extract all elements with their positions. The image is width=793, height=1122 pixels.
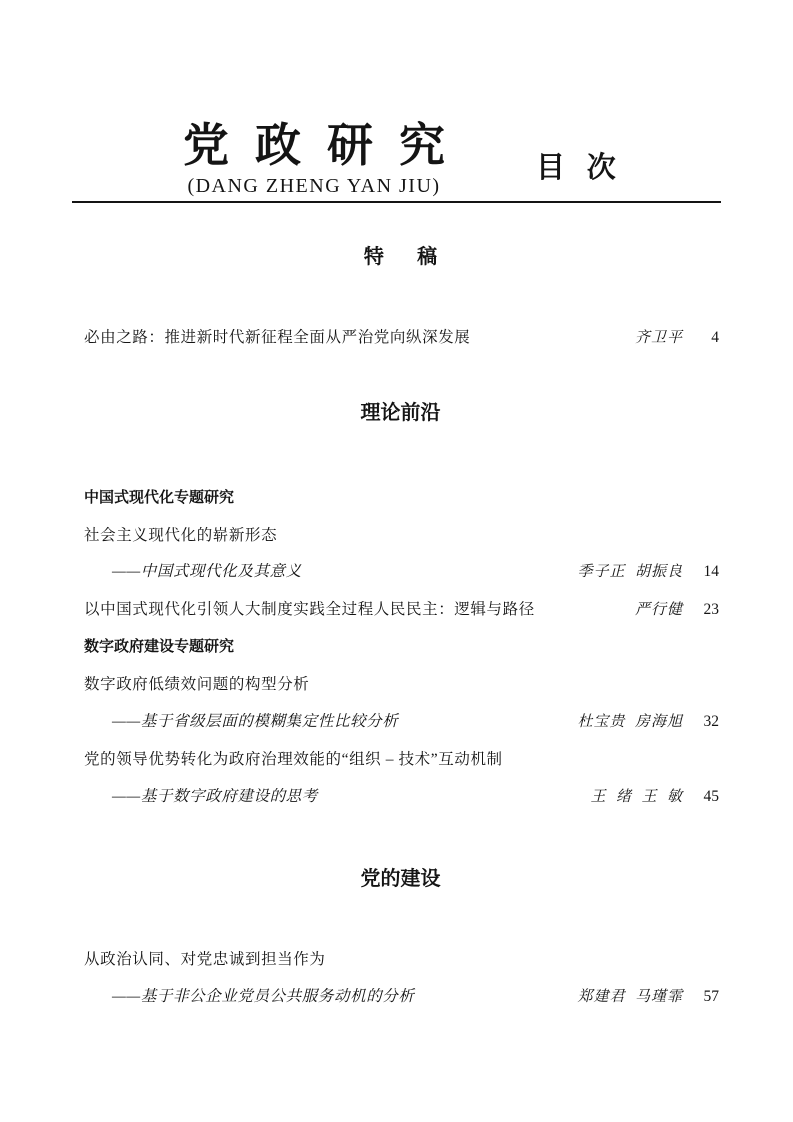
entry-byline [561,562,719,582]
entry-byline [619,328,719,348]
entry-byline [561,712,719,732]
toc-entry [84,675,719,695]
masthead-divider [72,201,721,203]
topic-subhead-digital-government: 数字政府建设专题研究 [84,638,235,655]
masthead [72,119,556,199]
toc-entry [84,750,719,770]
topic-subhead-modernization: 中国式现代化专题研究 [84,489,235,506]
entry-page-number: 4 [711,329,719,346]
entry-authors: 郑建君 马瑾霏 [577,989,683,1005]
toc-entry [84,328,719,348]
entry-title: 必由之路：推进新时代新征程全面从严治党向纵深发展 [84,329,471,346]
entry-byline [619,600,719,620]
entry-subtitle: ——基于省级层面的模糊集定性比较分析 [112,713,399,730]
entry-title: 党的领导优势转化为政府治理效能的“组织 – 技术”互动机制 [84,751,503,768]
entry-title: 以中国式现代化引领人大制度实践全过程人民民主：逻辑与路径 [84,601,535,618]
entry-page-number: 45 [703,788,719,805]
entry-authors: 齐卫平 [634,330,683,346]
toc-entry [84,950,719,970]
toc-entry [84,787,719,807]
toc-entry [84,562,719,582]
section-heading-party-building: 党的建设 [360,868,441,890]
entry-byline [561,987,719,1007]
entry-authors: 杜宝贵 房海旭 [577,714,683,730]
toc-entry [84,600,719,620]
entry-authors: 王 绪 王 敏 [590,789,683,805]
journal-pinyin: (DANG ZHENG YAN JIU) [187,175,441,197]
toc-entry [84,526,719,546]
contents-label: 目 次 [536,152,616,184]
entry-subtitle: ——基于非公企业党员公共服务动机的分析 [112,988,415,1005]
entry-title: 数字政府低绩效问题的构型分析 [84,676,310,693]
toc-entry [84,987,719,1007]
entry-subtitle: ——基于数字政府建设的思考 [112,788,318,805]
entry-title: 从政治认同、对党忠诚到担当作为 [84,951,326,968]
entry-page-number: 14 [703,563,719,580]
entry-authors: 严行健 [634,602,683,618]
journal-title: 党政研究 [183,120,471,171]
section-heading-frontier: 理论前沿 [360,402,441,424]
entry-page-number: 32 [703,713,719,730]
toc-entry [84,712,719,732]
entry-page-number: 57 [703,988,719,1005]
entry-byline [574,787,719,807]
entry-page-number: 23 [703,601,719,618]
entry-title: 社会主义现代化的崭新形态 [84,527,278,544]
section-heading-special: 特 稿 [363,246,438,268]
entry-authors: 季子正 胡振良 [577,564,683,580]
entry-subtitle: ——中国式现代化及其意义 [112,563,302,580]
